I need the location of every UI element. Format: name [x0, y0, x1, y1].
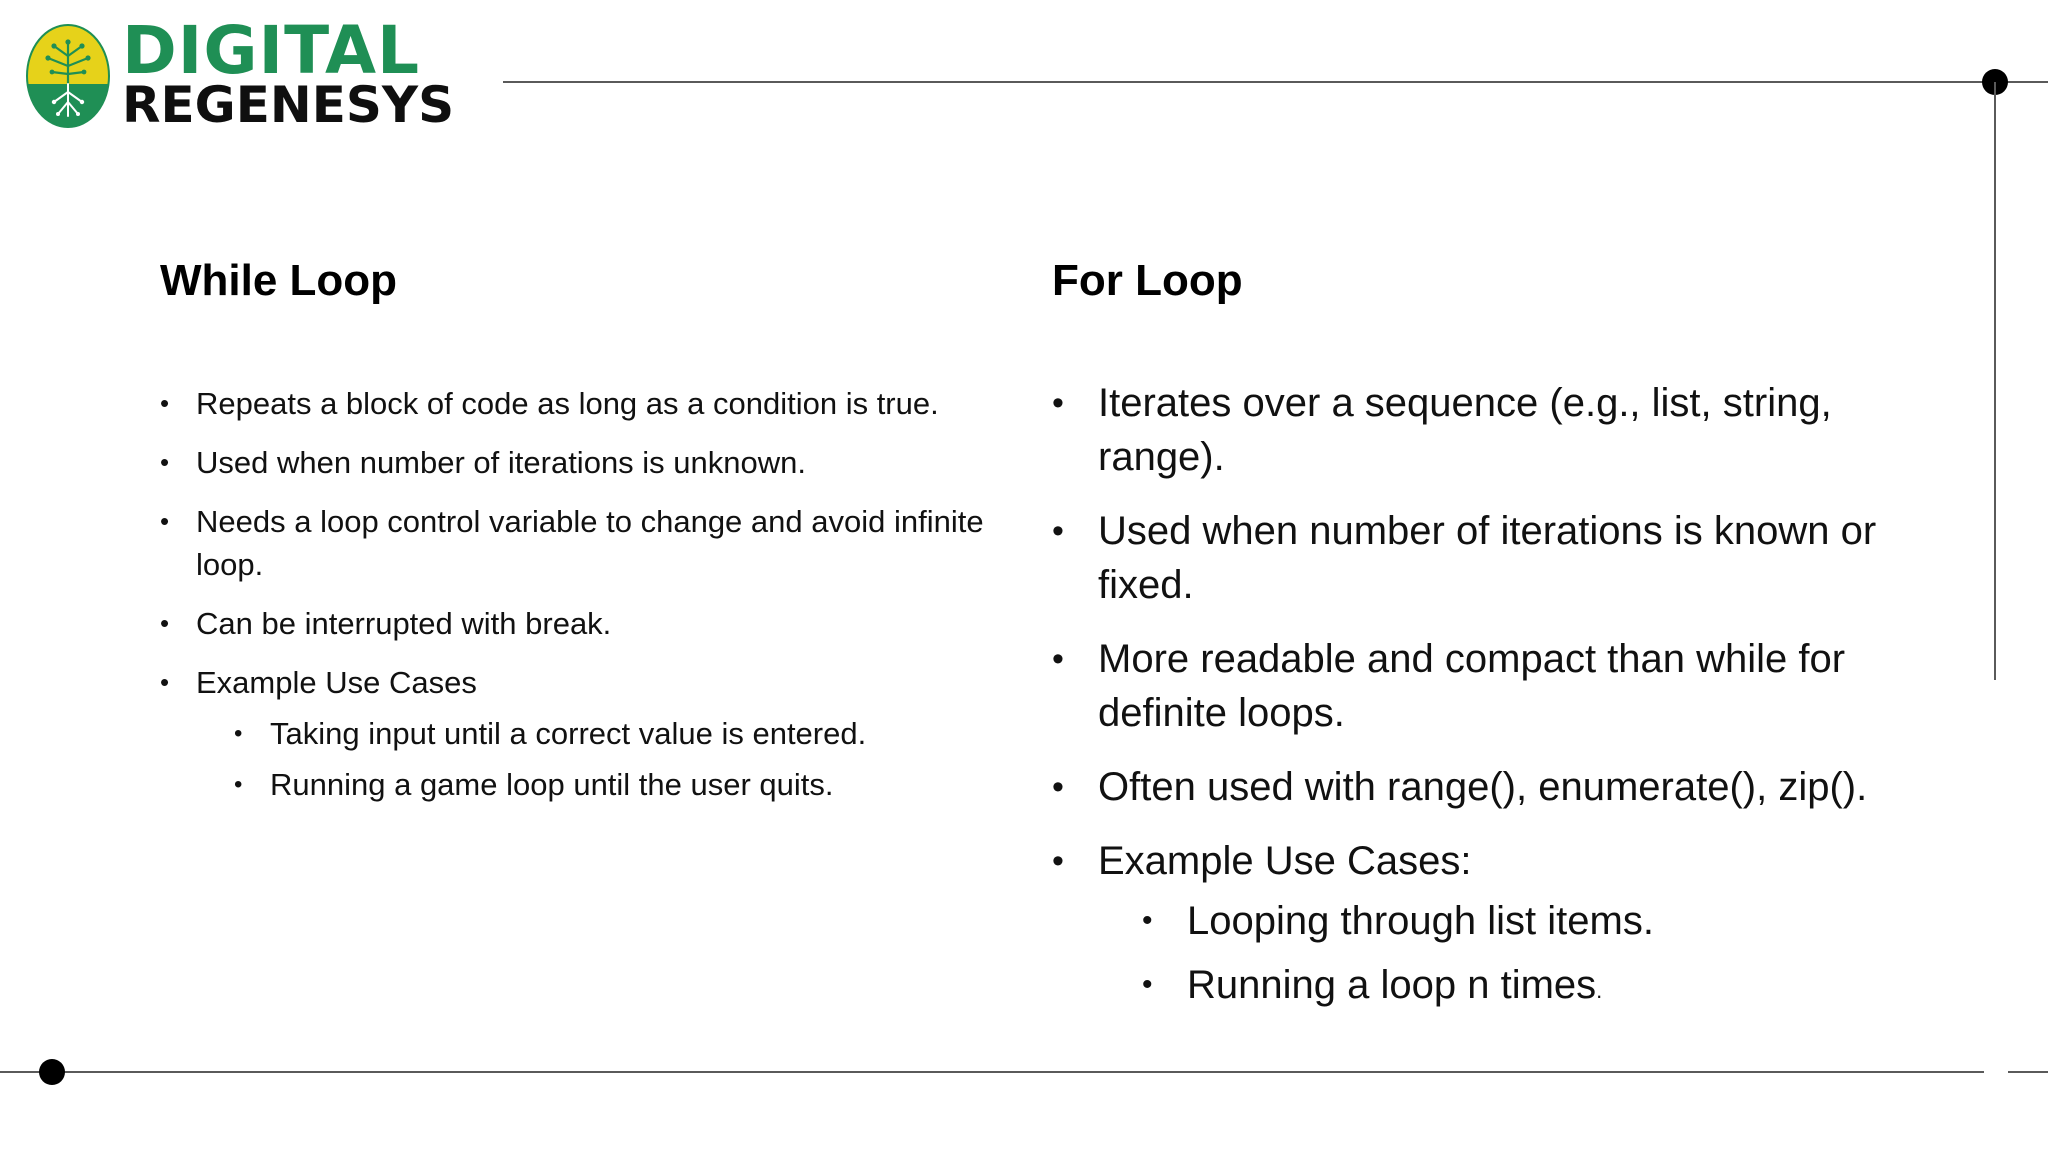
for-loop-bullets	[1052, 376, 1912, 1018]
while-bullet-5	[160, 661, 1010, 806]
bottom-rule-stub	[2008, 1071, 2048, 1073]
for-loop-section	[1052, 255, 1912, 1038]
trailing-period: .	[1596, 977, 1603, 1003]
while-bullet-3: • Needs a loop control variable to change and avoid infinite loop.	[160, 500, 1010, 586]
while-sub-bullet-2: • Running a game loop until the user quits.	[234, 763, 1010, 806]
bottom-left-dot	[39, 1059, 65, 1085]
while-sub-bullet-1: • Taking input until a correct value is entered.	[234, 712, 1010, 755]
for-sub-bullet-2-text: Running a loop n times	[1187, 962, 1597, 1007]
for-sub-bullets	[1098, 894, 1912, 1018]
for-bullet-5-text: Example Use Cases:	[1098, 838, 1472, 883]
tree-circuit-icon	[26, 24, 110, 128]
for-sub-bullet-2	[1142, 958, 1912, 1018]
top-rule	[503, 81, 2048, 83]
for-bullet-2: • Used when number of iterations is known or fixed.	[1052, 504, 1912, 612]
while-loop-title: While Loop	[160, 256, 398, 305]
while-loop-bullets	[160, 382, 1010, 806]
for-sub-bullet-1: • Looping through list items.	[1142, 894, 1912, 948]
brand-logo	[26, 12, 466, 134]
logo-text-regenesys: REGENESYS	[122, 76, 455, 134]
for-bullet-4: • Often used with range(), enumerate(), zip().	[1052, 760, 1912, 814]
logo-text-digital: DIGITAL	[122, 12, 421, 89]
for-bullet-5	[1052, 834, 1912, 1018]
while-sub-bullets	[196, 712, 1010, 806]
bottom-rule	[0, 1071, 1984, 1073]
for-bullet-1: • Iterates over a sequence (e.g., list, string, range).	[1052, 376, 1912, 484]
while-loop-section	[160, 255, 1010, 822]
for-loop-title: For Loop	[1052, 256, 1243, 305]
for-bullet-3: • More readable and compact than while for definite loops.	[1052, 632, 1912, 740]
right-rule	[1994, 82, 1996, 680]
while-bullet-2: • Used when number of iterations is unknown.	[160, 441, 1010, 484]
while-bullet-4: • Can be interrupted with break.	[160, 602, 1010, 645]
while-bullet-1: • Repeats a block of code as long as a condition is true.	[160, 382, 1010, 425]
while-bullet-5-text: Example Use Cases	[196, 664, 477, 700]
